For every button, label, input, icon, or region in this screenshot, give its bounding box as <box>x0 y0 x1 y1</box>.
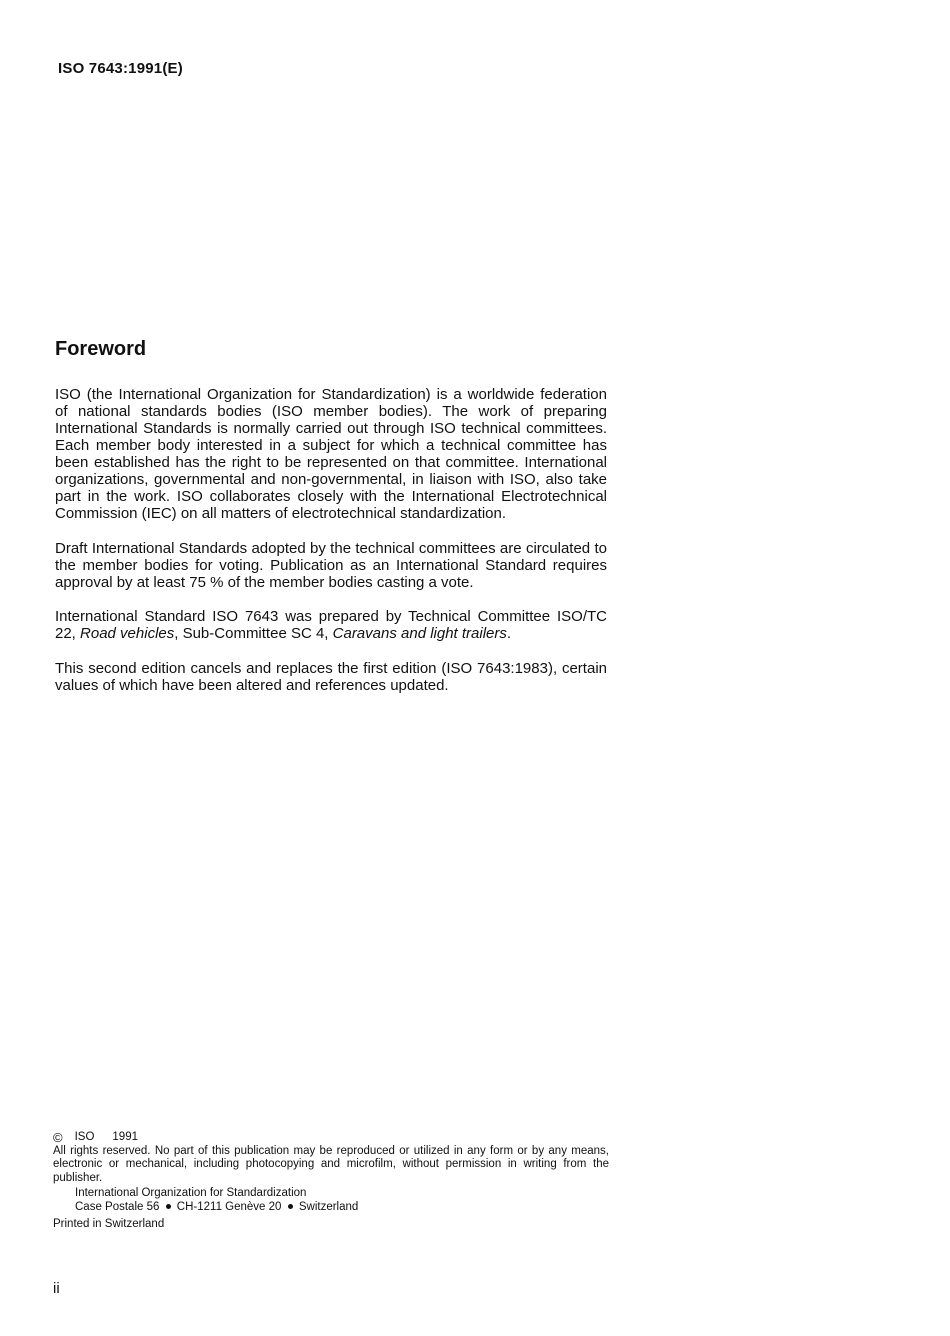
copyright-line <box>53 1131 609 1145</box>
foreword-paragraph-1: ISO (the International Organization for Standardization) is a worldwide federation of national standards bodies (ISO member bodies). The work of preparing International Standards is normally carried out through ISO technical committees. Each member body interested in a subject for which a technical committee has been established has the right to be represented on that committee. International organizations, governmental and non-governmental, in liaison with ISO, also take part in the work. ISO collaborates closely with the International Electrotechnical Commission (IEC) on all matters of electrotechnical standardization. <box>55 386 607 522</box>
copyright-block <box>53 1131 609 1232</box>
foreword-heading: Foreword <box>55 338 147 360</box>
foreword-body <box>55 386 607 711</box>
publisher-location <box>75 1201 609 1215</box>
address-country: Switzerland <box>298 1200 359 1213</box>
committee-name-italic: Road vehicles <box>80 625 175 642</box>
paragraph-3-text-b: , Sub-Committee SC 4, <box>174 625 333 642</box>
paragraph-3-text-a: International Standard ISO 7643 was prepared by Technical Committee ISO/TC 22, <box>55 608 607 642</box>
copyright-org: ISO <box>74 1131 95 1143</box>
bullet-icon <box>288 1204 293 1209</box>
paragraph-3-text-c: . <box>506 625 512 642</box>
foreword-paragraph-4: This second edition cancels and replaces the first edition (ISO 7643:1983), certain values of which have been altered and references updated. <box>55 659 607 694</box>
foreword-paragraph-2: Draft International Standards adopted by the technical committees are circulated to the member bodies for voting. Publication as an International Standard requires approval by at least 75 % of the member bodies casting a vote. <box>55 539 607 591</box>
bullet-icon <box>166 1204 171 1209</box>
address-postbox: Case Postale 56 <box>75 1200 160 1213</box>
copyright-icon: © <box>53 1130 63 1145</box>
publisher-address <box>53 1187 609 1214</box>
rights-statement: All rights reserved. No part of this publication may be reproduced or utilized in any form or by any means, electronic or mechanical, including photocopying and microfilm, without permission in writing from the publisher. <box>53 1144 609 1184</box>
foreword-paragraph-3 <box>55 608 607 642</box>
page-number: ii <box>53 1280 60 1297</box>
document-identifier: ISO 7643:1991(E) <box>58 60 183 77</box>
subcommittee-name-italic: Caravans and light trailers <box>332 625 507 642</box>
address-city: CH-1211 Genève 20 <box>176 1200 282 1213</box>
publisher-name: International Organization for Standardization <box>75 1187 307 1199</box>
copyright-year: 1991 <box>112 1131 138 1143</box>
printed-in: Printed in Switzerland <box>53 1218 165 1230</box>
